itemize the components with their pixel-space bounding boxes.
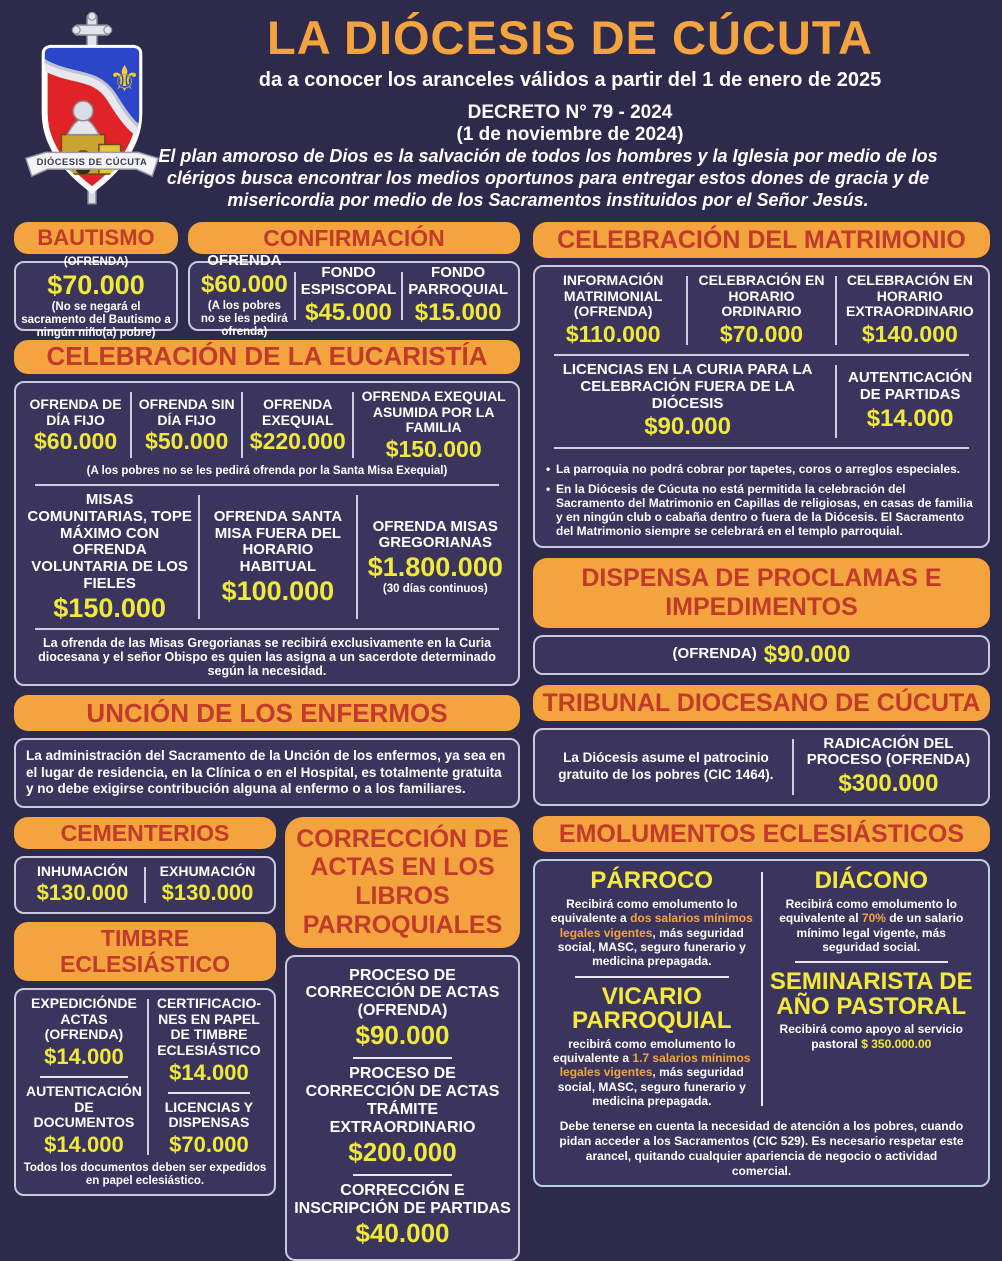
bautismo-panel bbox=[14, 256, 178, 339]
text-segment: Recibirá como emolumento lo equivalente a bbox=[550, 896, 738, 926]
item-label: OFRENDA SANTA MISA FUERA DEL HORARIO HABITUAL bbox=[213, 507, 343, 576]
eucaristia-row1-note: (A los pobres no se les pedirá ofrenda por la Santa Misa Exequial) bbox=[86, 465, 448, 478]
item-label: INHUMACIÓN bbox=[37, 862, 128, 879]
dispensa-header: DISPENSA DE PROCLAMAS E IMPEDIMENTOS bbox=[533, 558, 990, 628]
page-title: LA DIÓCESIS DE CÚCUTA bbox=[267, 11, 873, 64]
dispensa-panel bbox=[533, 635, 990, 675]
item-amount: $200.000 bbox=[348, 1136, 457, 1167]
emolumentos-left-column bbox=[543, 869, 761, 1108]
divider bbox=[168, 1092, 250, 1094]
divider bbox=[353, 1174, 452, 1176]
text-highlight: 70% bbox=[861, 911, 886, 926]
cementerios-item bbox=[21, 864, 144, 907]
section-eucaristia bbox=[14, 340, 520, 686]
divider bbox=[40, 1076, 128, 1078]
emolumentos-footer: Debe tenerse en cuenta la necesidad de atención a los pobres, cuando pidan acceder a los Sacramentos (CIC 529). Es necesario respetar este arancel, quitando cualquier apariencia de negocio o actividad comercial. bbox=[559, 1118, 964, 1178]
item-label: OFRENDA SIN DÍA FIJO bbox=[138, 395, 235, 428]
cementerios-header: CEMENTERIOS bbox=[14, 817, 276, 849]
tribunal-header: TRIBUNAL DIOCESANO DE CÚCUTA bbox=[533, 685, 990, 721]
item-amount: $150.000 bbox=[385, 436, 482, 463]
eucaristia-item bbox=[21, 492, 198, 622]
item-label: AUTENTICACIÓN DE PARTIDAS bbox=[848, 369, 973, 404]
item-label: EXHUMACIÓN bbox=[159, 862, 256, 879]
item-amount: $60.000 bbox=[200, 271, 288, 299]
diacono-text bbox=[769, 897, 975, 955]
matrimonio-item bbox=[540, 273, 686, 348]
diacono-title: DIÁCONO bbox=[814, 867, 928, 895]
crest-ribbon-label: DIÓCESIS DE CÚCUTA bbox=[36, 157, 148, 168]
tribunal-text: La Diócesis asume el patrocinio gratuito de los pobres (CIC 1464). bbox=[558, 750, 774, 782]
divider bbox=[554, 354, 969, 356]
matrimonio-item bbox=[540, 362, 835, 441]
item-label: RADICACIÓN DEL PROCESO (OFRENDA) bbox=[806, 734, 971, 769]
dispensa-amount: $90.000 bbox=[763, 640, 851, 668]
bautismo-label: (OFRENDA) bbox=[63, 256, 129, 269]
parroco-title: PÁRROCO bbox=[590, 867, 714, 895]
bautismo-amount: $70.000 bbox=[47, 270, 145, 301]
confirmacion-item bbox=[195, 252, 294, 338]
eucaristia-item bbox=[358, 492, 513, 622]
timbre-header: TIMBRE ECLESIÁSTICO bbox=[14, 922, 276, 981]
item-amount: $110.000 bbox=[565, 321, 661, 348]
matrimonio-panel bbox=[533, 265, 990, 548]
correccion-panel bbox=[285, 955, 520, 1261]
eucaristia-panel bbox=[14, 381, 520, 686]
timbre-right-column bbox=[149, 996, 269, 1158]
item-amount: $14.000 bbox=[866, 405, 954, 432]
matrimonio-item bbox=[688, 273, 834, 348]
header bbox=[150, 11, 990, 146]
item-amount: $50.000 bbox=[145, 428, 229, 455]
matrimonio-notes bbox=[540, 455, 983, 540]
diocese-crest bbox=[18, 8, 166, 206]
divider bbox=[795, 961, 949, 963]
item-label: INFORMACIÓN MATRIMONIAL (OFRENDA) bbox=[563, 272, 664, 320]
dispensa-label: (OFRENDA) bbox=[672, 645, 757, 663]
eucaristia-item bbox=[243, 389, 352, 461]
vicario-title: VICARIO PARROQUIAL bbox=[571, 982, 732, 1035]
item-label: EXPEDICIÓNDE ACTAS (OFRENDA) bbox=[31, 994, 137, 1043]
text-segment: , más seguridad social, MASC, seguro funerario y medicina prepagada. bbox=[557, 925, 746, 969]
intro-paragraph: El plan amoroso de Dios es la salvación de todos los hombres y la Iglesia por medio de los clérigos busca encontrar los medios oportunos para entregar estos dones de gracia y de misericordia por medio de los Sacramentos instituidos por el Señor Jesús. bbox=[158, 146, 938, 210]
item-label: AUTENTICACIÓN DE DOCUMENTOS bbox=[26, 1082, 142, 1131]
tribunal-panel bbox=[533, 728, 990, 807]
item-label: CELEBRACIÓN EN HORARIO ORDINARIO bbox=[698, 272, 825, 320]
decree-date: (1 de noviembre de 2024) bbox=[456, 123, 684, 145]
item-amount: $100.000 bbox=[221, 576, 335, 607]
item-note: (A los pobres no se les pedirá ofrenda) bbox=[200, 300, 288, 338]
confirmacion-item bbox=[296, 263, 402, 327]
item-label: OFRENDA DE DÍA FIJO bbox=[29, 395, 122, 428]
seminarista-title: SEMINARISTA DE AÑO PASTORAL bbox=[769, 968, 973, 1020]
section-confirmacion bbox=[188, 222, 520, 338]
tribunal-item bbox=[794, 736, 983, 799]
section-uncion bbox=[14, 695, 520, 807]
section-correccion bbox=[285, 817, 520, 1261]
left-subcolumn bbox=[14, 817, 276, 1261]
item-amount: $220.000 bbox=[249, 428, 346, 455]
text-highlight: 1.7 salarios mínimos legales vigentes bbox=[559, 1051, 751, 1080]
uncion-header: UNCIÓN DE LOS ENFERMOS bbox=[14, 695, 520, 731]
decree-number: DECRETO N° 79 - 2024 bbox=[467, 102, 673, 123]
matrimonio-item bbox=[837, 362, 983, 441]
timbre-panel bbox=[14, 988, 276, 1196]
item-amount: $15.000 bbox=[414, 299, 502, 327]
item-label: FONDO ESPISCOPAL bbox=[300, 263, 397, 298]
cementerios-item bbox=[146, 864, 269, 907]
item-label: CELEBRACIÓN EN HORARIO EXTRAORDINARIO bbox=[846, 272, 974, 320]
item-label: OFRENDA MISAS GREGORIANAS bbox=[372, 517, 498, 552]
left-column bbox=[14, 222, 520, 1261]
matrimonio-item bbox=[837, 273, 983, 348]
item-label: PROCESO DE CORRECCIÓN DE ACTAS TRÁMITE EXTRAORDINARIO bbox=[305, 1065, 500, 1136]
tribunal-text-cell bbox=[540, 736, 792, 799]
item-amount: $130.000 bbox=[161, 880, 254, 906]
fleur-de-lis-icon: ⚜ bbox=[108, 59, 141, 100]
seminarista-text bbox=[769, 1022, 975, 1051]
item-amount: $14.000 bbox=[169, 1059, 249, 1085]
text-highlight: dos salarios mínimos legales vigentes bbox=[559, 911, 753, 940]
item-amount: $90.000 bbox=[644, 413, 731, 441]
eucaristia-item bbox=[21, 389, 130, 461]
emolumentos-panel bbox=[533, 859, 990, 1186]
correccion-item bbox=[293, 1065, 512, 1168]
emolumentos-right-column bbox=[763, 869, 981, 1108]
section-bautismo bbox=[14, 222, 178, 339]
item-amount: $1.800.000 bbox=[367, 552, 503, 583]
item-amount: $130.000 bbox=[36, 880, 129, 906]
vicario-text bbox=[549, 1037, 755, 1109]
item-note: (30 días continuos) bbox=[382, 582, 488, 595]
eucaristia-item bbox=[132, 389, 241, 461]
timbre-footer: Todos los documentos deben ser expedidos en papel eclesiástico. bbox=[23, 1161, 267, 1187]
divider bbox=[554, 447, 969, 449]
item-label: LICENCIAS Y DISPENSAS bbox=[164, 1098, 254, 1131]
item-label: MISAS COMUNITARIAS, TOPE MÁXIMO CON OFRENDA VOLUNTARIA DE LOS FIELES bbox=[27, 491, 192, 593]
divider bbox=[35, 484, 499, 486]
item-amount: $150.000 bbox=[53, 592, 166, 623]
item-amount: $14.000 bbox=[44, 1131, 124, 1157]
item-amount: $300.000 bbox=[838, 770, 939, 798]
item-label: OFRENDA EXEQUIAL bbox=[261, 395, 334, 428]
bautismo-header: BAUTISMO bbox=[14, 222, 178, 254]
item-amount: $45.000 bbox=[305, 299, 392, 327]
item-label: LICENCIAS EN LA CURIA PARA LA CELEBRACIÓN FUERA DE LA DIÓCESIS bbox=[562, 361, 813, 412]
text-segment: Recibirá como apoyo al servicio pastoral bbox=[779, 1022, 963, 1051]
section-dispensa bbox=[533, 558, 990, 675]
item-amount: $40.000 bbox=[355, 1217, 450, 1248]
divider bbox=[575, 976, 729, 978]
item-label: CORRECCIÓN E INSCRIPCIÓN DE PARTIDAS bbox=[294, 1181, 511, 1217]
item-amount: $70.000 bbox=[169, 1131, 249, 1157]
correccion-item bbox=[293, 967, 512, 1052]
section-emolumentos bbox=[533, 816, 990, 1186]
item-label: OFRENDA EXEQUIAL ASUMIDA POR LA FAMILIA bbox=[361, 388, 506, 436]
text-segment: , más seguridad social, MASC, seguro funerario y medicina prepagada. bbox=[557, 1065, 746, 1109]
correccion-header: CORRECCIÓN DE ACTAS EN LOS LIBROS PARROQUIALES bbox=[285, 817, 520, 948]
item-label: OFRENDA bbox=[207, 252, 282, 270]
item-amount: $60.000 bbox=[33, 428, 118, 455]
emolumentos-header: EMOLUMENTOS ECLESIÁSTICOS bbox=[533, 816, 990, 852]
confirmacion-panel bbox=[188, 252, 520, 338]
section-matrimonio bbox=[533, 222, 990, 548]
eucaristia-footer: La ofrenda de las Misas Gregorianas se recibirá exclusivamente en la Curia diocesana y el señor Obispo es quien las asigna a un sacerdote determinado según la necesidad. bbox=[38, 636, 496, 679]
cementerios-panel bbox=[14, 856, 276, 915]
text-segment: Recibirá como emolumento lo equivalente al bbox=[779, 896, 957, 926]
page-subtitle: da a conocer los aranceles válidos a partir del 1 de enero de 2025 bbox=[258, 69, 882, 91]
eucaristia-item bbox=[354, 389, 513, 461]
text-segment: recibirá como emolumento lo equivalente a bbox=[553, 1036, 736, 1066]
parroco-text bbox=[549, 897, 755, 969]
timbre-left-column bbox=[21, 996, 147, 1158]
item-label: PROCESO DE CORRECCIÓN DE ACTAS (OFRENDA) bbox=[305, 966, 500, 1020]
divider bbox=[353, 1057, 452, 1059]
item-label: CERTIFICACIO-NES EN PAPEL DE TIMBRE ECLESIÁSTICO bbox=[156, 994, 262, 1058]
seminarista-amount: $ 350.000.00 bbox=[861, 1036, 932, 1051]
bautismo-note: (No se negará el sacramento del Bautismo a ningún niño(a) pobre) bbox=[21, 301, 171, 339]
bullet-note: • La parroquia no podrá cobrar por tapetes, coros o arreglos especiales. bbox=[546, 462, 975, 476]
item-amount: $90.000 bbox=[355, 1020, 450, 1051]
eucaristia-header: CELEBRACIÓN DE LA EUCARISTÍA bbox=[14, 340, 520, 374]
item-amount: $140.000 bbox=[861, 321, 958, 348]
matrimonio-header: CELEBRACIÓN DEL MATRIMONIO bbox=[533, 222, 990, 258]
item-amount: $70.000 bbox=[719, 321, 804, 348]
eucaristia-item bbox=[200, 492, 355, 622]
section-tribunal bbox=[533, 685, 990, 807]
confirmacion-header: CONFIRMACIÓN bbox=[188, 222, 520, 254]
correccion-item bbox=[293, 1182, 512, 1249]
right-column bbox=[533, 222, 990, 1187]
item-amount: $14.000 bbox=[44, 1043, 124, 1069]
uncion-panel: La administración del Sacramento de la Unción de los enfermos, ya sea en el lugar de residencia, en la Clínica o en el Hospital, es totalmente gratuita y no debe exigirse contribución alguna al enfermo o a los familiares. bbox=[14, 738, 520, 807]
bullet-note: • En la Diócesis de Cúcuta no está permitida la celebración del Sacramento del Matrimonio en Capillas de religiosas, en casas de familia y en ningún club o cabaña dentro o fuera de la Diócesis. El Sacramento del Matrimonio siempre se celebrará en el templo parroquial. bbox=[546, 482, 975, 539]
text-segment: de un salario mínimo legal vigente, más seguridad social. bbox=[796, 911, 964, 954]
item-label: FONDO PARROQUIAL bbox=[408, 263, 509, 298]
confirmacion-item bbox=[403, 263, 513, 327]
divider bbox=[35, 628, 499, 630]
